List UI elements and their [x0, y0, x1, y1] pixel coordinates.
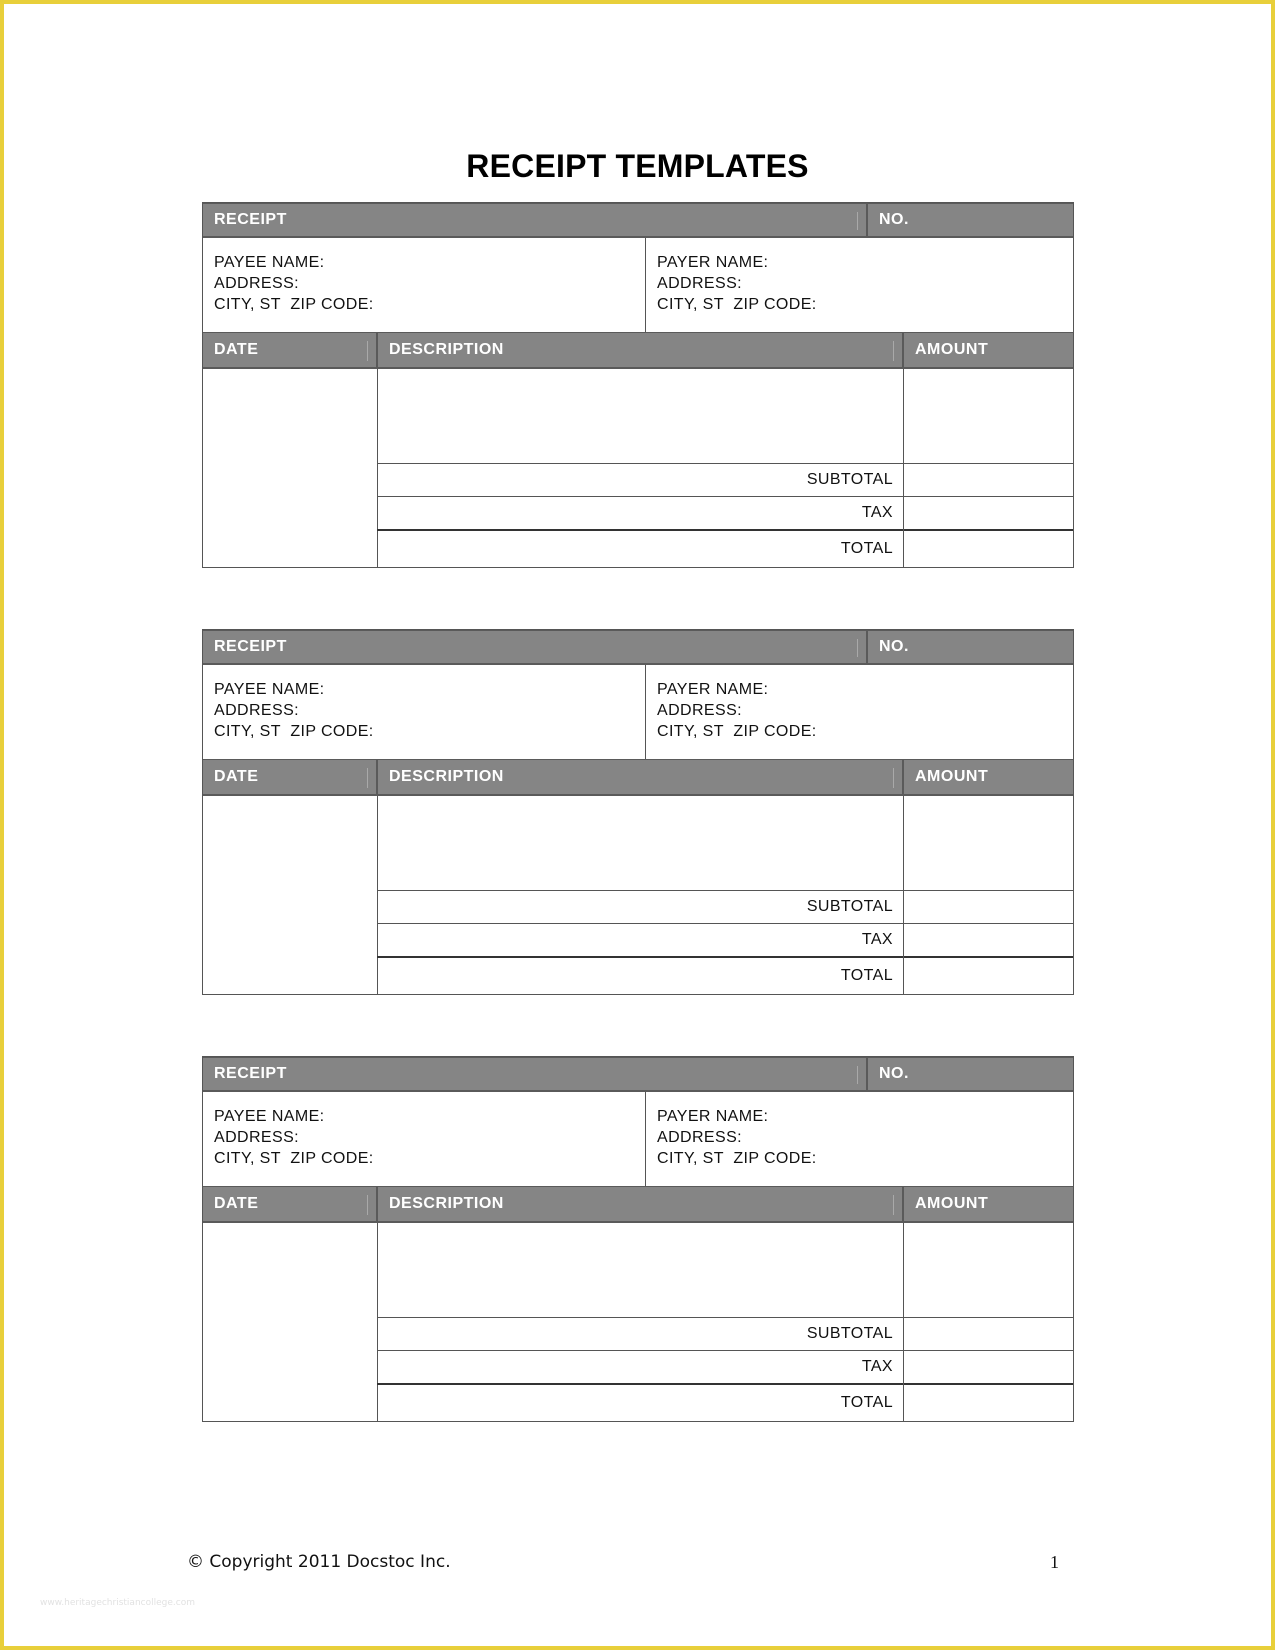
page-title: RECEIPT TEMPLATES: [466, 148, 809, 184]
receipt-number-label: NO.: [879, 211, 909, 228]
watermark-text: www.heritagechristiancollege.com: [40, 1598, 195, 1608]
description-cell[interactable]: [377, 796, 1073, 891]
payer-city-label: CITY, ST ZIP CODE:: [657, 723, 817, 740]
date-cell[interactable]: [203, 1223, 378, 1421]
description-cell[interactable]: [377, 1223, 1073, 1318]
items-detail: [377, 369, 1073, 567]
subtotal-row[interactable]: [377, 1317, 1073, 1351]
date-cell[interactable]: [203, 796, 378, 994]
tax-row[interactable]: [377, 497, 1073, 531]
receipt-number-label: NO.: [879, 1065, 909, 1082]
payee-block[interactable]: [203, 665, 646, 759]
description-column-header: DESCRIPTION: [378, 333, 902, 367]
total-row[interactable]: [377, 531, 1073, 567]
receipt-label: RECEIPT: [203, 631, 866, 663]
payer-block[interactable]: [646, 1092, 1073, 1186]
amount-column-divider: [903, 796, 904, 994]
tax-label: TAX: [861, 504, 893, 521]
payer-name-label: PAYER NAME:: [657, 1108, 769, 1125]
payer-address-label: ADDRESS:: [657, 1129, 742, 1146]
receipt-number-label: NO.: [879, 638, 909, 655]
payee-name-label: PAYEE NAME:: [214, 681, 325, 698]
items-body: [203, 369, 1073, 567]
total-row[interactable]: [377, 958, 1073, 994]
date-column-header: DATE: [203, 333, 376, 367]
payer-city-label: CITY, ST ZIP CODE:: [657, 1150, 817, 1167]
amount-column-divider: [903, 1223, 904, 1421]
subtotal-label: SUBTOTAL: [806, 897, 893, 915]
date-column-header: DATE: [203, 760, 376, 794]
amount-column-header: AMOUNT: [915, 1195, 989, 1212]
items-header-bar: [203, 759, 1073, 796]
total-label: TOTAL: [840, 967, 893, 984]
payee-address-label: ADDRESS:: [214, 702, 299, 719]
amount-column-header: AMOUNT: [915, 768, 989, 785]
tax-label: TAX: [861, 1358, 893, 1375]
payee-name-label: PAYEE NAME:: [214, 1108, 325, 1125]
description-cell[interactable]: [377, 369, 1073, 464]
subtotal-row[interactable]: [377, 890, 1073, 924]
parties-section: [203, 665, 1073, 759]
payee-address-label: ADDRESS:: [214, 275, 299, 292]
subtotal-label: SUBTOTAL: [806, 470, 893, 488]
receipt-header-bar: [203, 1057, 1073, 1092]
receipt-form-2: [202, 629, 1074, 995]
subtotal-label: SUBTOTAL: [806, 1324, 893, 1342]
receipt-form-3: [202, 1056, 1074, 1422]
subtotal-row[interactable]: [377, 463, 1073, 497]
amount-column-header: AMOUNT: [915, 341, 989, 358]
amount-column-divider: [903, 369, 904, 567]
receipt-label: RECEIPT: [203, 1058, 866, 1090]
page-number: 1: [1050, 1552, 1059, 1572]
date-column-header: DATE: [203, 1187, 376, 1221]
items-detail: [377, 1223, 1073, 1421]
payer-city-label: CITY, ST ZIP CODE:: [657, 296, 817, 313]
payee-city-label: CITY, ST ZIP CODE:: [214, 1150, 374, 1167]
tax-label: TAX: [861, 931, 893, 948]
payer-address-label: ADDRESS:: [657, 702, 742, 719]
items-header-bar: [203, 332, 1073, 369]
payee-city-label: CITY, ST ZIP CODE:: [214, 723, 374, 740]
items-detail: [377, 796, 1073, 994]
date-cell[interactable]: [203, 369, 378, 567]
payer-name-label: PAYER NAME:: [657, 681, 769, 698]
total-row[interactable]: [377, 1385, 1073, 1421]
receipt-header-bar: [203, 203, 1073, 238]
payee-block[interactable]: [203, 238, 646, 332]
payee-address-label: ADDRESS:: [214, 1129, 299, 1146]
parties-section: [203, 238, 1073, 332]
tax-row[interactable]: [377, 1351, 1073, 1385]
parties-section: [203, 1092, 1073, 1186]
payer-address-label: ADDRESS:: [657, 275, 742, 292]
items-body: [203, 796, 1073, 994]
receipt-label: RECEIPT: [203, 204, 866, 236]
payer-block[interactable]: [646, 238, 1073, 332]
copyright-notice: © Copyright 2011 Docstoc Inc.: [187, 1552, 451, 1572]
receipt-header-bar: [203, 630, 1073, 665]
tax-row[interactable]: [377, 924, 1073, 958]
receipt-form-1: [202, 202, 1074, 568]
items-header-bar: [203, 1186, 1073, 1223]
total-label: TOTAL: [840, 1394, 893, 1411]
description-column-header: DESCRIPTION: [378, 760, 902, 794]
payee-block[interactable]: [203, 1092, 646, 1186]
payee-city-label: CITY, ST ZIP CODE:: [214, 296, 374, 313]
payer-block[interactable]: [646, 665, 1073, 759]
payee-name-label: PAYEE NAME:: [214, 254, 325, 271]
payer-name-label: PAYER NAME:: [657, 254, 769, 271]
items-body: [203, 1223, 1073, 1421]
total-label: TOTAL: [840, 540, 893, 557]
description-column-header: DESCRIPTION: [378, 1187, 902, 1221]
